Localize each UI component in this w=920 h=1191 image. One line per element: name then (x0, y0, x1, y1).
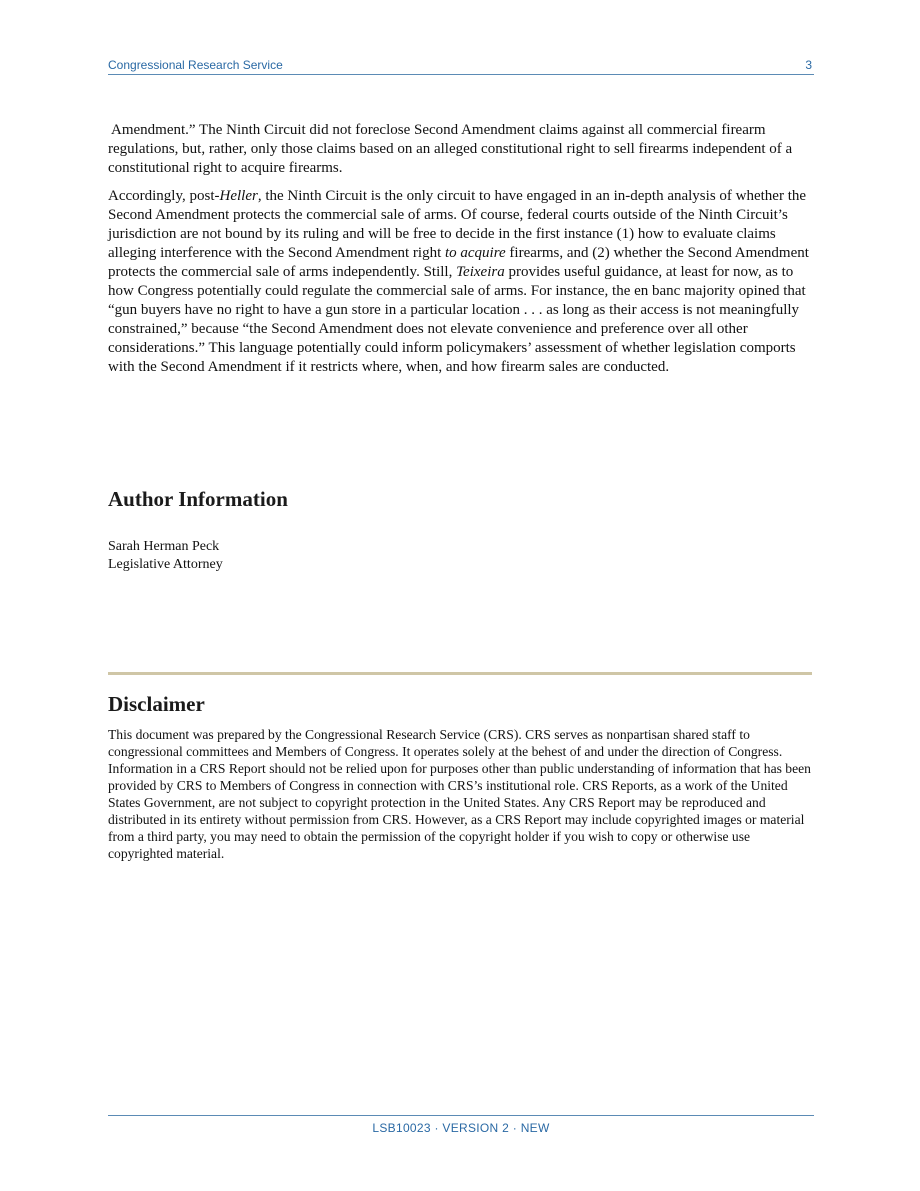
paragraph-1: Amendment.” The Ninth Circuit did not foreclose Second Amendment claims against all commercial firearm regulations, but, rather, only those claims based on an alleged constitutional right to sell firearms independent of a constitutional right to acquire firearms. (108, 122, 793, 176)
author-info-heading: Author Information (108, 487, 288, 511)
footer-divider (108, 1115, 814, 1116)
disclaimer-heading: Disclaimer (108, 692, 205, 716)
author-name: Sarah Herman Peck (108, 539, 220, 554)
header-page-number: 3 (805, 58, 812, 72)
p2-segment-5: firearms, and (2) whether the Second Amendment protects the commercial sale of arms independently. Still, (108, 245, 809, 280)
p2-teixeira-italic: Teixeira (456, 264, 505, 280)
p2-segment-7: provides useful guidance, at least for now, as to how Congress potentially could regulate the commercial sale of arms. For instance, the en banc majority opined that “gun buyers have no right to have a gun store in a particular location . . . as long as their access is not meaningfully constrained,” because “the Second Amendment does not elevate convenience and preference over all other considerations.” This language potentially could inform policymakers’ assessment of whether legislation comports with the Second Amendment if it restricts where, when, and how firearm sales are conducted. (108, 264, 806, 375)
p2-segment-3: , the Ninth Circuit is the only circuit to have engaged in an in-depth analysis of whether the Second Amendment protects the commercial sale of arms. Of course, federal courts outside of the Ninth Circuit’s jurisdiction are not bound by its ruling and will be free to decide in the first instance (1) how to evaluate claims alleging interference with the Second Amendment right (108, 188, 807, 261)
body-text (108, 121, 814, 386)
section-divider (108, 672, 812, 675)
header-org-name: Congressional Research Service (108, 58, 283, 72)
author-title: Legislative Attorney (108, 557, 223, 572)
p2-to-acquire-italic: to acquire (444, 245, 506, 261)
author-block (108, 538, 223, 574)
page-header (108, 58, 814, 75)
page-footer: LSB10023 · VERSION 2 · NEW (372, 1121, 550, 1135)
paragraph-2 (108, 187, 814, 377)
p2-segment-1: Accordingly, post- (108, 188, 220, 204)
disclaimer-text: This document was prepared by the Congressional Research Service (CRS). CRS serves as nonpartisan shared staff to congressional committees and Members of Congress. It operates solely at the behest of and under the direction of Congress. Information in a CRS Report should not be relied upon for purposes other than public understanding of information that has been provided by CRS to Members of Congress in connection with CRS’s institutional role. CRS Reports, as a work of the United States Government, are not subject to copyright protection in the United States. Any CRS Report may be reproduced and distributed in its entirety without permission from CRS. However, as a CRS Report may include copyrighted images or material from a third party, you may need to obtain the permission of the copyright holder if you wish to copy or otherwise use copyrighted material. (108, 727, 811, 861)
p2-heller-italic: Heller (219, 188, 258, 204)
